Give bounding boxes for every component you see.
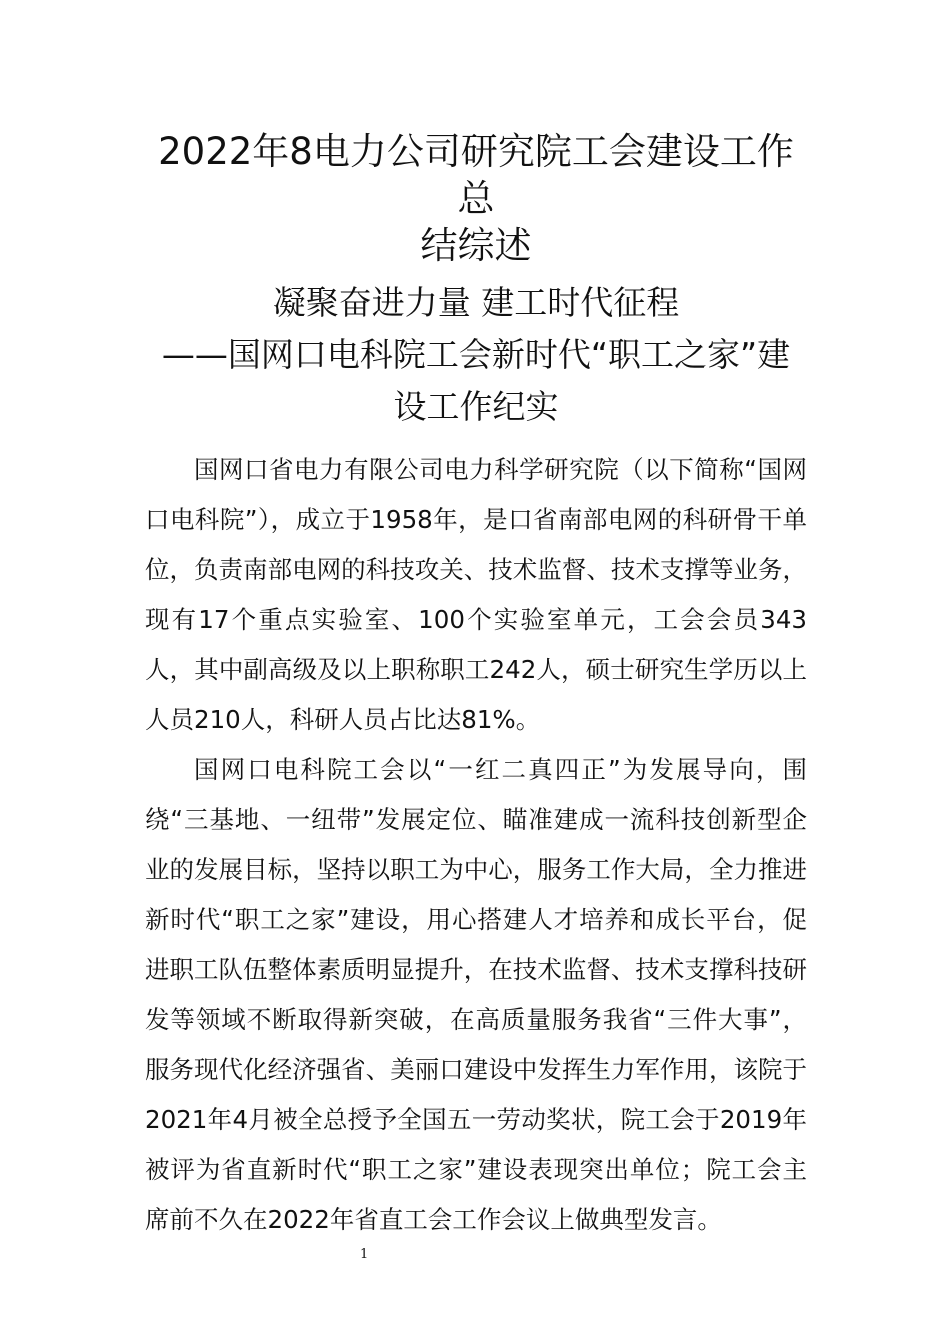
body-paragraph-intro: 国网口省电力有限公司电力科学研究院（以下简称“国网口电科院”），成立于1958年，是口省南部电网的科研骨干单位，负责南部电网的科技攻关、技术监督、技术支撑等业务，现有17个重点实验室、100个实验室单元，工会会员343人，其中副高级及以上职称职工242人，硕士研究生学历以上人员210人，科研人员占比达81%。	[145, 455, 807, 734]
subtitle-line: 设工作纪实	[393, 387, 559, 426]
document-subtitle	[145, 277, 807, 433]
document-page	[145, 128, 807, 1245]
title-line: 结综述	[420, 224, 532, 267]
title-line: 2022年8电力公司研究院工会建设工作总	[158, 130, 794, 220]
subtitle-line: ——国网口电科院工会新时代“职工之家”建	[161, 335, 791, 374]
page-number: 1	[360, 1247, 369, 1262]
document-title	[145, 128, 807, 269]
subtitle-line: 凝聚奋进力量 建工时代征程	[272, 283, 680, 322]
body-paragraph-achievements: 国网口电科院工会以“一红二真四正”为发展导向，围绕“三基地、一纽带”发展定位、瞄准建成一流科技创新型企业的发展目标，坚持以职工为中心，服务工作大局，全力推进新时代“职工之家”建设，用心搭建人才培养和成长平台，促进职工队伍整体素质明显提升，在技术监督、技术支撑科技研发等领域不断取得新突破，在高质量服务我省“三件大事”，服务现代化经济强省、美丽口建设中发挥生力军作用，该院于2021年4月被全总授予全国五一劳动奖状，院工会于2019年被评为省直新时代“职工之家”建设表现突出单位；院工会主席前不久在2022年省直工会工作会议上做典型发言。	[145, 755, 807, 1234]
